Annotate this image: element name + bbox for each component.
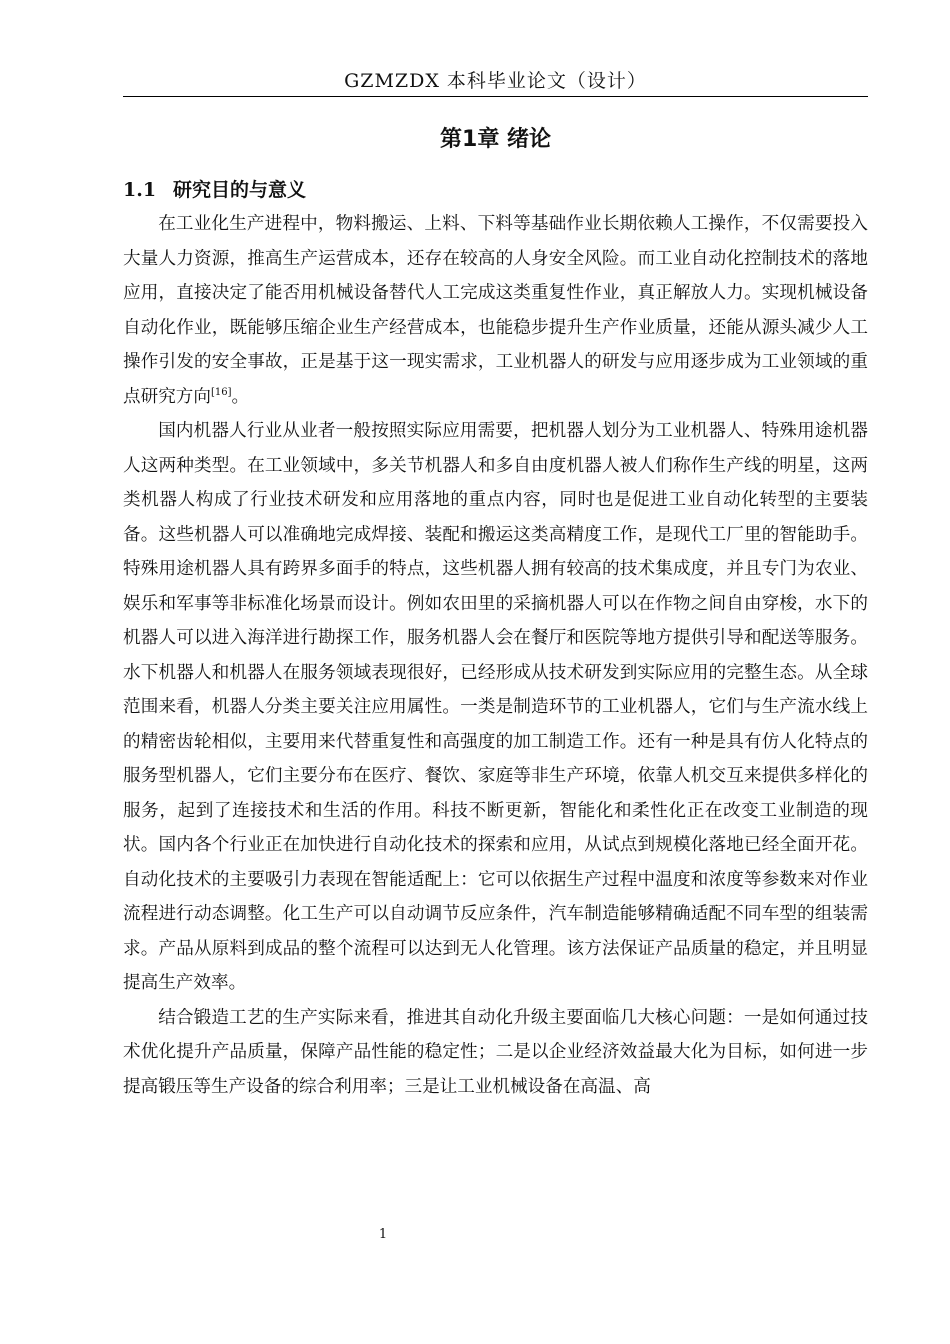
citation: [16] (210, 386, 232, 398)
section-title: 研究目的与意义 (173, 179, 307, 201)
body-text (123, 207, 868, 1104)
paragraph-tail: 。 (231, 386, 250, 407)
header-divider (123, 96, 868, 97)
page-number: 1 (378, 1227, 388, 1242)
running-header: GZMZDX 本科毕业论文（设计） (344, 70, 647, 92)
section-number: 1.1 (123, 179, 157, 201)
paragraph-text: 在工业化生产进程中，物料搬运、上料、下料等基础作业长期依赖人工操作，不仅需要投入大量人力资源，推高生产运营成本，还存在较高的人身安全风险。而工业自动化控制技术的落地应用，直接决定了能否用机械设备替代人工完成这类重复性作业，真正解放人力。实现机械设备自动化作业，既能够压缩企业生产经营成本，也能稳步提升生产作业质量，还能从源头减少人工操作引发的安全事故，正是基于这一现实需求，工业机器人的研发与应用逐步成为工业领域的重点研究方向 (123, 214, 868, 407)
paragraph (123, 1001, 868, 1105)
paragraph-text: 结合锻造工艺的生产实际来看，推进其自动化升级主要面临几大核心问题：一是如何通过技术优化提升产品质量，保障产品性能的稳定性；二是以企业经济效益最大化为目标，如何进一步提高锻压等生产设备的综合利用率；三是让工业机械设备在高温、高 (123, 1007, 868, 1097)
paragraph (123, 207, 868, 414)
paragraph (123, 414, 868, 1001)
chapter-title: 第1章 绪论 (440, 127, 551, 152)
paragraph-text: 国内机器人行业从业者一般按照实际应用需要，把机器人划分为工业机器人、特殊用途机器人这两种类型。在工业领域中，多关节机器人和多自由度机器人被人们称作生产线的明星，这两类机器人构成了行业技术研发和应用落地的重点内容，同时也是促进工业自动化转型的主要装备。这些机器人可以准确地完成焊接、装配和搬运这类高精度工作，是现代工厂里的智能助手。特殊用途机器人具有跨界多面手的特点，这些机器人拥有较高的技术集成度，并且专门为农业、娱乐和军事等非标准化场景而设计。例如农田里的采摘机器人可以在作物之间自由穿梭，水下的机器人可以进入海洋进行勘探工作，服务机器人会在餐厅和医院等地方提供引导和配送等服务。水下机器人和机器人在服务领域表现很好，已经形成从技术研发到实际应用的完整生态。从全球范围来看，机器人分类主要关注应用属性。一类是制造环节的工业机器人，它们与生产流水线上的精密齿轮相似，主要用来代替重复性和高强度的加工制造工作。还有一种是具有仿人化特点的服务型机器人，它们主要分布在医疗、餐饮、家庭等非生产环境，依靠人机交互来提供多样化的服务，起到了连接技术和生活的作用。科技不断更新，智能化和柔性化正在改变工业制造的现状。国内各个行业正在加快进行自动化技术的探索和应用，从试点到规模化落地已经全面开花。自动化技术的主要吸引力表现在智能适配上：它可以依据生产过程中温度和浓度等参数来对作业流程进行动态调整。化工生产可以自动调节反应条件，汽车制造能够精确适配不同车型的组装需求。产品从原料到成品的整个流程可以达到无人化管理。该方法保证产品质量的稳定，并且明显提高生产效率。 (123, 421, 868, 993)
section-heading (123, 174, 868, 206)
